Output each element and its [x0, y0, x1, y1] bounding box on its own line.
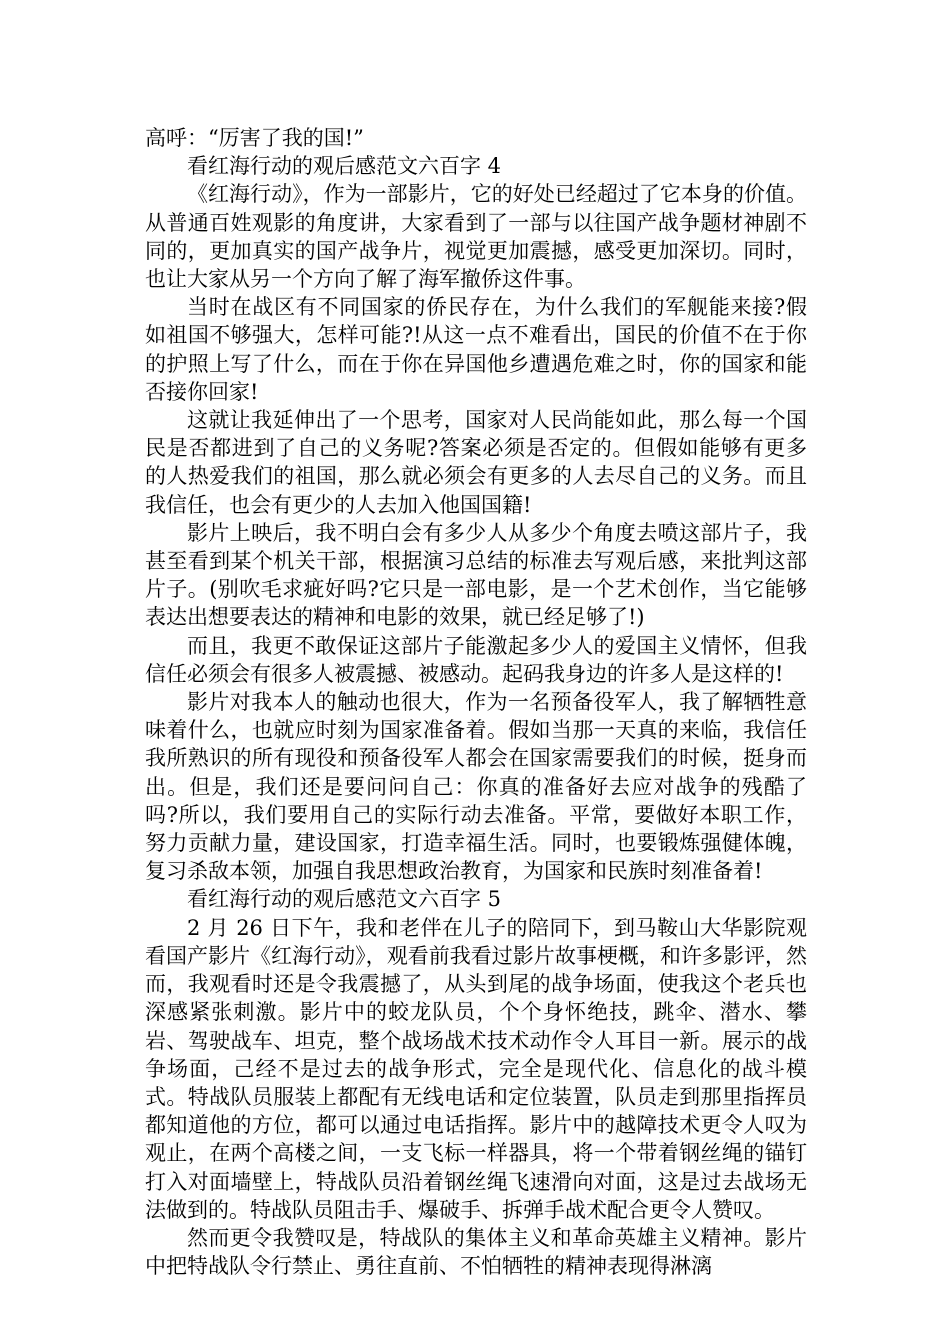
- paragraph: 影片对我本人的触动也很大，作为一名预备役军人，我了解牺牲意味着什么，也就应时刻为国家准备着。假如当那一天真的来临，我信任我所熟识的所有现役和预备役军人都会在国家需要我们的时候，挺身而出。但是，我们还是要问问自己：你真的准备好去应对战争的残酷了吗?所以，我们要用自己的实际行动去准备。平常，要做好本职工作，努力贡献力量，建设国家，打造幸福生活。同时，也要锻炼强健体魄，复习杀敌本领，加强自我思想政治教育，为国家和民族时刻准备着!: [145, 690, 807, 884]
- paragraph: 《红海行动》，作为一部影片，它的好处已经超过了它本身的价值。从普通百姓观影的角度讲，大家看到了一部与以往国产战争题材神剧不同的，更加真实的国产战争片，视觉更加震撼，感受更加深切。同时，也让大家从另一个方向了解了海军撤侨这件事。: [145, 182, 807, 292]
- section-heading-5: 看红海行动的观后感范文六百字 5: [187, 887, 502, 912]
- paragraph: 然而更令我赞叹是，特战队的集体主义和革命英雄主义精神。影片中把特战队令行禁止、勇往直前、不怕牺牲的精神表现得淋漓: [145, 1225, 807, 1279]
- section-heading-4: 看红海行动的观后感范文六百字 4: [187, 154, 502, 179]
- paragraph: 这就让我延伸出了一个思考，国家对人民尚能如此，那么每一个国民是否都进到了自己的义务呢?答案必须是否定的。但假如能够有更多的人热爱我们的祖国，那么就必须会有更多的人去尽自己的义务。而且我信任，也会有更少的人去加入他国国籍!: [145, 408, 807, 517]
- document-page: [145, 124, 807, 1280]
- paragraph: 而且，我更不敢保证这部片子能激起多少人的爱国主义情怀，但我信任必须会有很多人被震撼、被感动。起码我身边的许多人是这样的!: [145, 633, 807, 686]
- paragraph: 影片上映后，我不明白会有多少人从多少个角度去喷这部片子，我甚至看到某个机关干部，根据演习总结的标准去写观后感，来批判这部片子。(别吹毛求疵好吗?它只是一部电影，是一个艺术创作，当它能够表达出想要表达的精神和电影的效果，就已经足够了!): [145, 520, 807, 630]
- paragraph: 当时在战区有不同国家的侨民存在，为什么我们的军舰能来接?假如祖国不够强大，怎样可能?!从这一点不难看出，国民的价值不在于你的护照上写了什么，而在于你在异国他乡遭遇危难之时，你的国家和能否接你回家!: [145, 295, 807, 404]
- paragraph-continuation: 高呼：“厉害了我的国!”: [145, 126, 364, 150]
- paragraph: 2 月 26 日下午，我和老伴在儿子的陪同下，到马鞍山大华影院观看国产影片《红海行动》，观看前我看过影片故事梗概，和许多影评，然而，我观看时还是令我震撼了，从头到尾的战争场面，使我这个老兵也深感紧张刺激。影片中的蛟龙队员，个个身怀绝技，跳伞、潜水、攀岩、驾驶战车、坦克，整个战场战术技术动作令人耳目一新。展示的战争场面，己经不是过去的战争形式，完全是现代化、信息化的战斗模式。特战队员服装上都配有无线电话和定位装置，队员走到那里指挥员都知道他的方位，都可以通过电话指挥。影片中的越障技术更令人叹为观止，在两个高楼之间，一支飞标一样器具，将一个带着钢丝绳的锚钉打入对面墙壁上，特战队员沿着钢丝绳飞速滑向对面，这是过去战场无法做到的。特战队员阻击手、爆破手、拆弹手战术配合更令人赞叹。: [145, 915, 807, 1222]
